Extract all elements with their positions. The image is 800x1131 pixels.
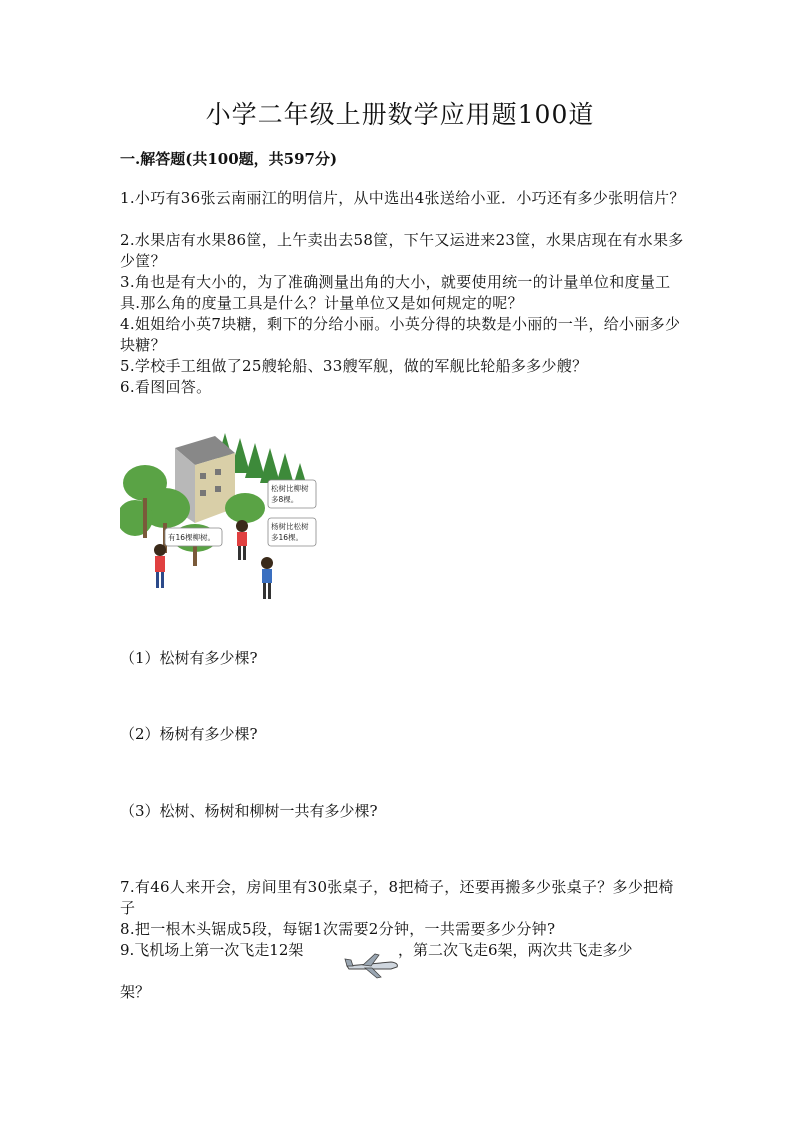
svg-text:多16棵。: 多16棵。 xyxy=(271,533,304,542)
bubble-top-right xyxy=(268,480,316,508)
svg-text:多8棵。: 多8棵。 xyxy=(271,495,299,504)
page-title: 小学二年级上册数学应用题100道 xyxy=(205,100,595,129)
bubble-bottom-right xyxy=(268,518,316,546)
boy-figure-middle xyxy=(236,520,248,560)
question-1: 1.小巧有36张云南丽江的明信片，从中选出4张送给小亚．小巧还有多少张明信片？ xyxy=(120,189,685,207)
q6-sub-3: （3）松树、杨树和柳树一共有多少棵? xyxy=(120,802,378,820)
question-7: 7.有46人来开会，房间里有30张桌子，8把椅子，还要再搬多少张桌子？多少把椅子 xyxy=(120,878,674,917)
question-9-part2: ，第二次飞走6架，两次共飞走多少 xyxy=(398,941,633,959)
boy-figure-right xyxy=(261,557,273,599)
section-heading: 一.解答题(共100题，共597分) xyxy=(120,150,338,168)
question-3: 3.角也是有大小的，为了准确测量出角的大小，就要使用统一的计量单位和度量工具.那么角的度量工具是什么？计量单位又是如何规定的呢？ xyxy=(120,273,671,312)
svg-text:杨树比松树: 杨树比松树 xyxy=(271,522,309,531)
question-6: 6.看图回答。 xyxy=(120,378,212,396)
question-2: 2.水果店有水果86筐，上午卖出去58筐，下午又运进来23筐，水果店现在有水果多少筐？ xyxy=(120,231,684,270)
q6-sub-1: （1）松树有多少棵? xyxy=(120,649,258,667)
question-4: 4.姐姐给小英7块糖，剩下的分给小丽。小英分得的块数是小丽的一半，给小丽多少块糖？ xyxy=(120,315,681,354)
bubble-left xyxy=(165,528,222,546)
question-5: 5.学校手工组做了25艘轮船、33艘军舰，做的军舰比轮船多多少艘？ xyxy=(120,357,588,375)
question-9-part3: 架？ xyxy=(120,983,151,1001)
question-9-part1: 9.飞机场上第一次飞走12架 xyxy=(120,941,304,959)
q6-sub-2: （2）杨树有多少棵? xyxy=(120,725,258,743)
question-8: 8.把一根木头锯成5段，每锯1次需要2分钟，一共需要多少分钟? xyxy=(120,920,556,938)
girl-figure xyxy=(154,544,166,588)
svg-text:有16棵柳树。: 有16棵柳树。 xyxy=(168,533,216,542)
svg-text:松树比柳树: 松树比柳树 xyxy=(271,484,309,493)
q6-illustration xyxy=(120,428,340,608)
plane-icon xyxy=(343,952,401,980)
